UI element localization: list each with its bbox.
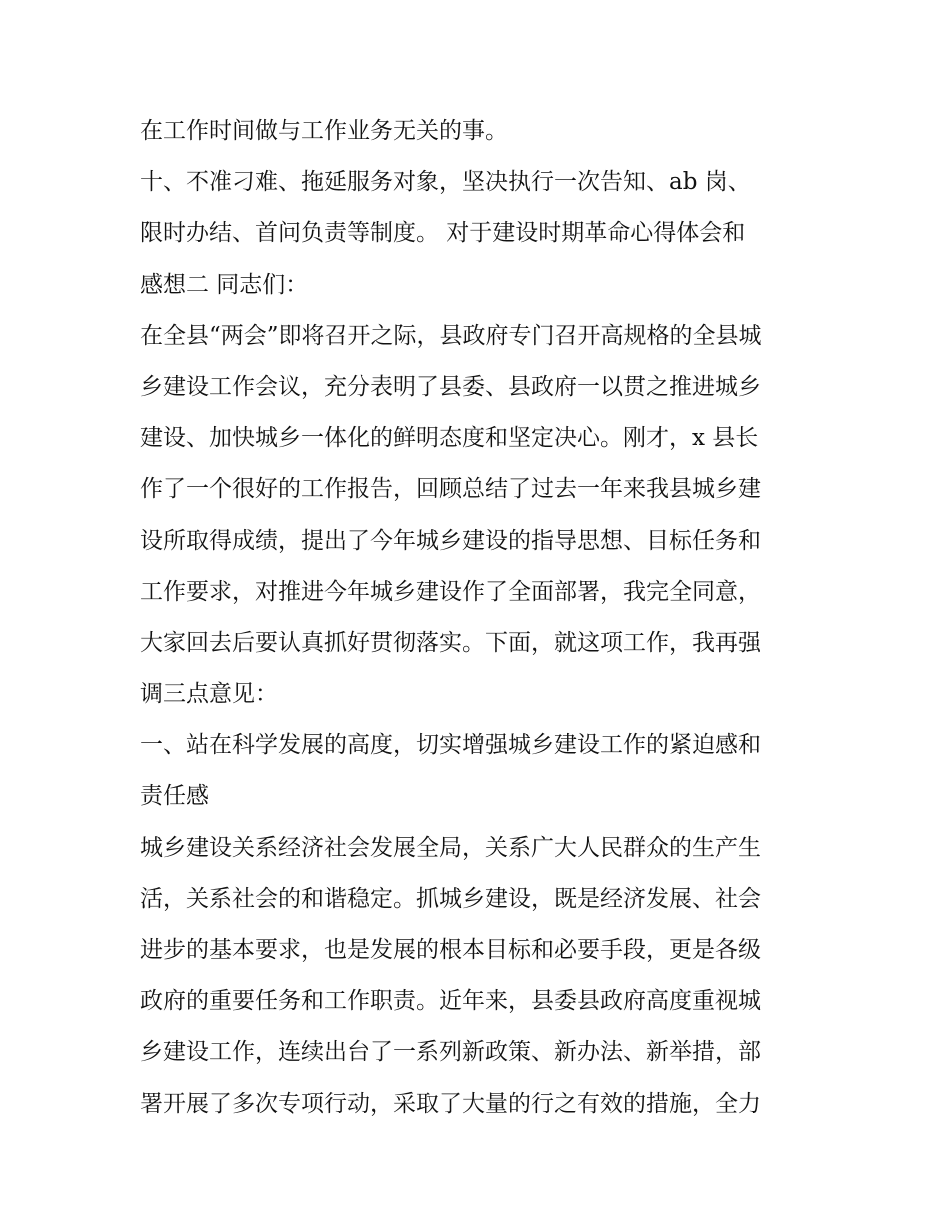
text-line: 大家回去后要认真抓好贯彻落实。下面，就这项工作，我再强 — [140, 629, 761, 656]
text-line: 乡建设工作会议，充分表明了县委、县政府一以贯之推进城乡 — [140, 373, 761, 400]
text-line: 进步的基本要求，也是发展的根本目标和必要手段，更是各级 — [140, 937, 761, 963]
text-line: 活，关系社会的和谐稳定。抓城乡建设，既是经济发展、社会 — [140, 885, 761, 912]
text-line: 感想二 同志们： — [140, 271, 309, 298]
text-line: 作了一个很好的工作报告，回顾总结了过去一年来我县城乡建 — [140, 476, 761, 503]
text-line: 调三点意见： — [140, 681, 278, 708]
text-line: 限时办结、首问负责等制度。 对于建设时期革命心得体会和 — [140, 220, 746, 247]
text-line: 在全县“两会”即将召开之际，县政府专门召开高规格的全县城 — [140, 322, 762, 349]
text-line: 建设、加快城乡一体化的鲜明态度和坚定决心。刚才，x 县长 — [140, 425, 759, 452]
text-line: 署开展了多次专项行动，采取了大量的行之有效的措施，全力 — [140, 1090, 761, 1117]
text-line: 设所取得成绩，提出了今年城乡建设的指导思想、目标任务和 — [140, 527, 761, 554]
body-text — [140, 106, 820, 1130]
text-line: 一、站在科学发展的高度，切实增强城乡建设工作的紧迫感和 — [140, 732, 761, 759]
text-line: 城乡建设关系经济社会发展全局，关系广大人民群众的生产生 — [140, 834, 761, 861]
text-line: 政府的重要任务和工作职责。近年来，县委县政府高度重视城 — [140, 988, 761, 1015]
text-line: 乡建设工作，连续出台了一系列新政策、新办法、新举措，部 — [140, 1039, 761, 1066]
text-line: 工作要求，对推进今年城乡建设作了全面部署，我完全同意， — [140, 578, 761, 605]
text-line: 十、不准刁难、拖延服务对象，坚决执行一次告知、ab 岗、 — [140, 169, 751, 196]
text-line: 在工作时间做与工作业务无关的事。 — [140, 118, 508, 144]
text-line: 责任感 — [140, 783, 209, 810]
